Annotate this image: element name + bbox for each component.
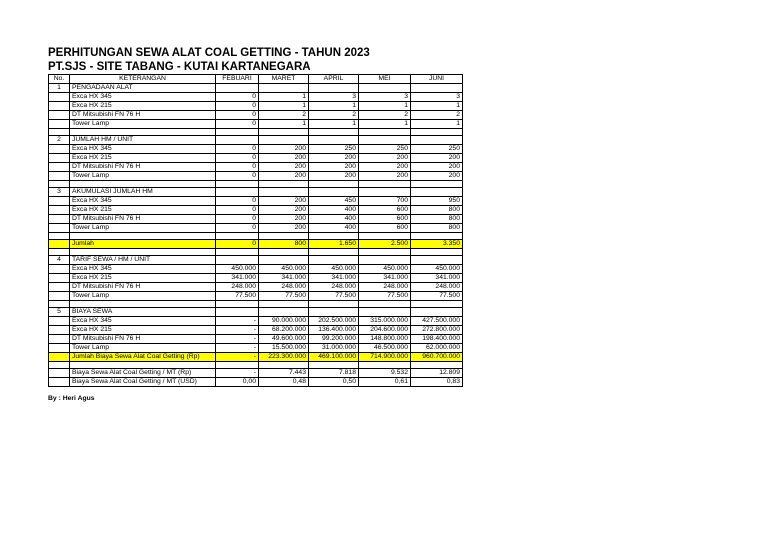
value-cell: 200: [411, 172, 463, 181]
empty-cell: [70, 233, 216, 240]
empty-cell: [216, 129, 259, 136]
value-cell: 450.000: [259, 265, 309, 274]
row-number-cell: 2: [49, 136, 70, 145]
table-row: [49, 283, 463, 292]
value-cell: 0: [216, 215, 259, 224]
value-cell: 0: [216, 240, 259, 249]
empty-cell: [309, 181, 359, 188]
value-cell: 77.500: [359, 292, 411, 301]
table-row: [49, 308, 463, 317]
value-cell: 248.000: [259, 283, 309, 292]
value-cell: 1: [411, 102, 463, 111]
row-number-cell: 5: [49, 308, 70, 317]
row-number-cell: [49, 274, 70, 283]
table-row: [49, 265, 463, 274]
value-cell: 77.500: [259, 292, 309, 301]
value-cell: 700: [359, 197, 411, 206]
blank-row: [49, 233, 463, 240]
value-cell: [359, 188, 411, 197]
empty-cell: [359, 129, 411, 136]
value-cell: [411, 84, 463, 93]
empty-cell: [259, 181, 309, 188]
value-cell: 90.000.000: [259, 317, 309, 326]
row-label-cell: Exca HX 215: [70, 102, 216, 111]
value-cell: 77.500: [411, 292, 463, 301]
value-cell: [259, 308, 309, 317]
value-cell: 272.800.000: [411, 326, 463, 335]
header-cell-no: No.: [49, 75, 70, 84]
header-cell-keterangan: KETERANGAN: [70, 75, 216, 84]
value-cell: 341.000: [216, 274, 259, 283]
row-label-cell: Exca HX 345: [70, 317, 216, 326]
table-row: [49, 154, 463, 163]
row-label-cell: Biaya Sewa Alat Coal Getting / MT (USD): [70, 378, 216, 387]
row-label-cell: Exca HX 215: [70, 326, 216, 335]
value-cell: 0: [216, 163, 259, 172]
value-cell: 341.000: [411, 274, 463, 283]
empty-cell: [216, 233, 259, 240]
row-number-cell: [49, 265, 70, 274]
value-cell: 200: [259, 172, 309, 181]
empty-cell: [49, 233, 70, 240]
row-number-cell: [49, 102, 70, 111]
table-row: [49, 378, 463, 387]
value-cell: 315.000.000: [359, 317, 411, 326]
value-cell: 200: [259, 154, 309, 163]
value-cell: 1: [359, 102, 411, 111]
value-cell: 200: [411, 163, 463, 172]
value-cell: 200: [259, 145, 309, 154]
value-cell: [216, 84, 259, 93]
value-cell: 248.000: [216, 283, 259, 292]
empty-cell: [309, 362, 359, 369]
blank-row: [49, 249, 463, 256]
value-cell: 248.000: [411, 283, 463, 292]
sheet-subtitle: PT.SJS - SITE TABANG - KUTAI KARTANEGARA: [48, 61, 311, 73]
empty-cell: [70, 362, 216, 369]
row-number-cell: [49, 369, 70, 378]
value-cell: -: [216, 326, 259, 335]
value-cell: 200: [309, 154, 359, 163]
table-row: [49, 120, 463, 129]
value-cell: 800: [259, 240, 309, 249]
value-cell: 248.000: [309, 283, 359, 292]
value-cell: 223.300.000: [259, 353, 309, 362]
row-number-cell: [49, 353, 70, 362]
empty-cell: [359, 249, 411, 256]
table-row: [49, 369, 463, 378]
value-cell: 800: [411, 215, 463, 224]
value-cell: 0: [216, 102, 259, 111]
row-number-cell: [49, 197, 70, 206]
row-label-cell: BIAYA SEWA: [70, 308, 216, 317]
empty-cell: [49, 362, 70, 369]
empty-cell: [411, 362, 463, 369]
empty-cell: [49, 181, 70, 188]
empty-cell: [49, 301, 70, 308]
value-cell: 0,00: [216, 378, 259, 387]
table-row: [49, 206, 463, 215]
value-cell: 2.500: [359, 240, 411, 249]
empty-cell: [70, 301, 216, 308]
value-cell: 1: [309, 102, 359, 111]
value-cell: 200: [259, 215, 309, 224]
empty-cell: [49, 249, 70, 256]
value-cell: 77.500: [216, 292, 259, 301]
value-cell: [359, 308, 411, 317]
value-cell: [359, 256, 411, 265]
value-cell: 600: [359, 206, 411, 215]
row-label-cell: DT Mitsubishi FN 76 H: [70, 163, 216, 172]
value-cell: 1: [359, 120, 411, 129]
value-cell: 200: [359, 154, 411, 163]
value-cell: 0: [216, 206, 259, 215]
row-number-cell: [49, 163, 70, 172]
value-cell: [411, 256, 463, 265]
value-cell: [359, 84, 411, 93]
empty-cell: [70, 181, 216, 188]
table-row: [49, 292, 463, 301]
table-row: [49, 224, 463, 233]
value-cell: 7.818: [309, 369, 359, 378]
value-cell: 0: [216, 145, 259, 154]
value-cell: [411, 308, 463, 317]
table-row: [49, 111, 463, 120]
table-row: [49, 197, 463, 206]
row-number-cell: [49, 378, 70, 387]
value-cell: 2: [411, 111, 463, 120]
value-cell: 200: [411, 154, 463, 163]
empty-cell: [259, 301, 309, 308]
value-cell: 0,48: [259, 378, 309, 387]
header-cell-juni: JUNI: [411, 75, 463, 84]
empty-cell: [411, 233, 463, 240]
row-label-cell: Jumlah Biaya Sewa Alat Coal Getting (Rp): [70, 353, 216, 362]
value-cell: 12.809: [411, 369, 463, 378]
value-cell: 450.000: [359, 265, 411, 274]
row-label-cell: DT Mitsubishi FN 76 H: [70, 335, 216, 344]
table-row: [49, 188, 463, 197]
value-cell: 0: [216, 172, 259, 181]
value-cell: 2: [309, 111, 359, 120]
row-number-cell: [49, 317, 70, 326]
empty-cell: [359, 181, 411, 188]
value-cell: -: [216, 344, 259, 353]
value-cell: -: [216, 335, 259, 344]
empty-cell: [259, 249, 309, 256]
value-cell: 77.500: [309, 292, 359, 301]
table-row: [49, 335, 463, 344]
table-row: [49, 317, 463, 326]
value-cell: 200: [259, 163, 309, 172]
value-cell: 0,50: [309, 378, 359, 387]
header-cell-febuari: FEBUARI: [216, 75, 259, 84]
total-row: [49, 353, 463, 362]
blank-row: [49, 129, 463, 136]
table-row: [49, 93, 463, 102]
value-cell: [216, 188, 259, 197]
table-row: [49, 163, 463, 172]
value-cell: 0,61: [359, 378, 411, 387]
empty-cell: [411, 301, 463, 308]
value-cell: 198.400.000: [411, 335, 463, 344]
value-cell: 2: [259, 111, 309, 120]
value-cell: [309, 256, 359, 265]
value-cell: 99.200.000: [309, 335, 359, 344]
value-cell: 248.000: [359, 283, 411, 292]
row-label-cell: Tower Lamp: [70, 120, 216, 129]
row-label-cell: JUMLAH HM / UNIT: [70, 136, 216, 145]
header-row: [49, 75, 463, 84]
value-cell: 400: [309, 224, 359, 233]
value-cell: 800: [411, 206, 463, 215]
row-label-cell: Tower Lamp: [70, 224, 216, 233]
value-cell: 3: [359, 93, 411, 102]
value-cell: 204.600.000: [359, 326, 411, 335]
row-number-cell: [49, 344, 70, 353]
value-cell: 341.000: [259, 274, 309, 283]
table-row: [49, 172, 463, 181]
empty-cell: [411, 181, 463, 188]
table-row: [49, 84, 463, 93]
value-cell: 800: [411, 224, 463, 233]
row-number-cell: [49, 145, 70, 154]
value-cell: 0: [216, 224, 259, 233]
empty-cell: [259, 362, 309, 369]
value-cell: 49.600.000: [259, 335, 309, 344]
empty-cell: [309, 249, 359, 256]
value-cell: 0: [216, 93, 259, 102]
row-label-cell: Exca HX 345: [70, 197, 216, 206]
row-number-cell: [49, 215, 70, 224]
row-label-cell: Exca HX 215: [70, 274, 216, 283]
value-cell: -: [216, 353, 259, 362]
value-cell: 1: [309, 120, 359, 129]
value-cell: 9.532: [359, 369, 411, 378]
value-cell: 7.443: [259, 369, 309, 378]
header-cell-maret: MARET: [259, 75, 309, 84]
value-cell: [309, 84, 359, 93]
row-label-cell: Tower Lamp: [70, 172, 216, 181]
row-label-cell: Biaya Sewa Alat Coal Getting / MT (Rp): [70, 369, 216, 378]
empty-cell: [70, 249, 216, 256]
empty-cell: [259, 129, 309, 136]
blank-row: [49, 181, 463, 188]
row-label-cell: Tower Lamp: [70, 292, 216, 301]
value-cell: 400: [309, 215, 359, 224]
value-cell: -: [216, 317, 259, 326]
row-number-cell: [49, 335, 70, 344]
value-cell: [359, 136, 411, 145]
row-label-cell: AKUMULASI JUMLAH HM: [70, 188, 216, 197]
value-cell: 0: [216, 154, 259, 163]
value-cell: 0: [216, 197, 259, 206]
row-label-cell: Jumlah: [70, 240, 216, 249]
value-cell: [259, 136, 309, 145]
row-label-cell: Exca HX 345: [70, 265, 216, 274]
empty-cell: [359, 301, 411, 308]
row-number-cell: [49, 326, 70, 335]
value-cell: 200: [259, 224, 309, 233]
value-cell: 450.000: [411, 265, 463, 274]
row-number-cell: 3: [49, 188, 70, 197]
empty-cell: [216, 362, 259, 369]
row-number-cell: [49, 240, 70, 249]
value-cell: 400: [309, 206, 359, 215]
value-cell: 714.900.000: [359, 353, 411, 362]
row-number-cell: [49, 120, 70, 129]
value-cell: 600: [359, 224, 411, 233]
value-cell: [309, 308, 359, 317]
row-label-cell: Exca HX 345: [70, 93, 216, 102]
row-label-cell: Exca HX 215: [70, 154, 216, 163]
author-note: By : Heri Agus: [48, 395, 95, 402]
empty-cell: [309, 301, 359, 308]
value-cell: [309, 188, 359, 197]
value-cell: [309, 136, 359, 145]
row-label-cell: Tower Lamp: [70, 344, 216, 353]
value-cell: 250: [359, 145, 411, 154]
value-cell: 600: [359, 215, 411, 224]
row-label-cell: DT Mitsubishi FN 76 H: [70, 111, 216, 120]
row-label-cell: DT Mitsubishi FN 76 H: [70, 283, 216, 292]
value-cell: 31.000.000: [309, 344, 359, 353]
value-cell: [216, 308, 259, 317]
value-cell: 427.500.000: [411, 317, 463, 326]
value-cell: 1.650: [309, 240, 359, 249]
value-cell: 1: [259, 93, 309, 102]
empty-cell: [259, 233, 309, 240]
row-label-cell: DT Mitsubishi FN 76 H: [70, 215, 216, 224]
row-number-cell: 1: [49, 84, 70, 93]
value-cell: 1: [411, 120, 463, 129]
value-cell: 200: [359, 163, 411, 172]
value-cell: -: [216, 369, 259, 378]
value-cell: 136.400.000: [309, 326, 359, 335]
row-number-cell: 4: [49, 256, 70, 265]
empty-cell: [411, 129, 463, 136]
empty-cell: [359, 362, 411, 369]
row-label-cell: TARIF SEWA / HM / UNIT: [70, 256, 216, 265]
empty-cell: [309, 129, 359, 136]
row-label-cell: Exca HX 215: [70, 206, 216, 215]
value-cell: 68.200.000: [259, 326, 309, 335]
row-number-cell: [49, 224, 70, 233]
value-cell: 950: [411, 197, 463, 206]
row-number-cell: [49, 154, 70, 163]
value-cell: 469.100.000: [309, 353, 359, 362]
value-cell: 450.000: [216, 265, 259, 274]
table-row: [49, 256, 463, 265]
value-cell: 3.350: [411, 240, 463, 249]
value-cell: 202.500.000: [309, 317, 359, 326]
row-number-cell: [49, 292, 70, 301]
value-cell: 0: [216, 111, 259, 120]
row-number-cell: [49, 93, 70, 102]
empty-cell: [216, 249, 259, 256]
header-cell-april: APRIL: [309, 75, 359, 84]
value-cell: [411, 136, 463, 145]
row-number-cell: [49, 172, 70, 181]
value-cell: [259, 256, 309, 265]
value-cell: 1: [259, 120, 309, 129]
value-cell: 200: [259, 197, 309, 206]
empty-cell: [216, 181, 259, 188]
value-cell: [216, 256, 259, 265]
value-cell: 3: [309, 93, 359, 102]
value-cell: 341.000: [359, 274, 411, 283]
value-cell: 200: [309, 172, 359, 181]
value-cell: 15.500.000: [259, 344, 309, 353]
value-cell: 200: [309, 163, 359, 172]
value-cell: 450.000: [309, 265, 359, 274]
table-row: [49, 326, 463, 335]
empty-cell: [49, 129, 70, 136]
row-label-cell: Exca HX 345: [70, 145, 216, 154]
row-number-cell: [49, 206, 70, 215]
table-row: [49, 215, 463, 224]
empty-cell: [216, 301, 259, 308]
value-cell: 62.000.000: [411, 344, 463, 353]
value-cell: [259, 84, 309, 93]
value-cell: 250: [411, 145, 463, 154]
sheet-title: PERHITUNGAN SEWA ALAT COAL GETTING - TAHUN 2023: [48, 47, 370, 59]
table-row: [49, 136, 463, 145]
blank-row: [49, 362, 463, 369]
row-number-cell: [49, 283, 70, 292]
value-cell: 0,83: [411, 378, 463, 387]
table-row: [49, 274, 463, 283]
value-cell: [411, 188, 463, 197]
row-label-cell: PENGADAAN ALAT: [70, 84, 216, 93]
empty-cell: [359, 233, 411, 240]
empty-cell: [70, 129, 216, 136]
row-number-cell: [49, 111, 70, 120]
value-cell: 450: [309, 197, 359, 206]
blank-row: [49, 301, 463, 308]
value-cell: 200: [259, 206, 309, 215]
value-cell: 960.700.000: [411, 353, 463, 362]
table-row: [49, 102, 463, 111]
value-cell: 0: [216, 120, 259, 129]
value-cell: [259, 188, 309, 197]
value-cell: 1: [259, 102, 309, 111]
value-cell: 148.800.000: [359, 335, 411, 344]
table-row: [49, 145, 463, 154]
value-cell: 341.000: [309, 274, 359, 283]
table-row: [49, 344, 463, 353]
value-cell: [216, 136, 259, 145]
rental-cost-table: [48, 74, 463, 387]
total-row: [49, 240, 463, 249]
empty-cell: [309, 233, 359, 240]
value-cell: 3: [411, 93, 463, 102]
value-cell: 200: [359, 172, 411, 181]
value-cell: 46.500.000: [359, 344, 411, 353]
value-cell: 2: [359, 111, 411, 120]
value-cell: 250: [309, 145, 359, 154]
header-cell-mei: MEI: [359, 75, 411, 84]
empty-cell: [411, 249, 463, 256]
